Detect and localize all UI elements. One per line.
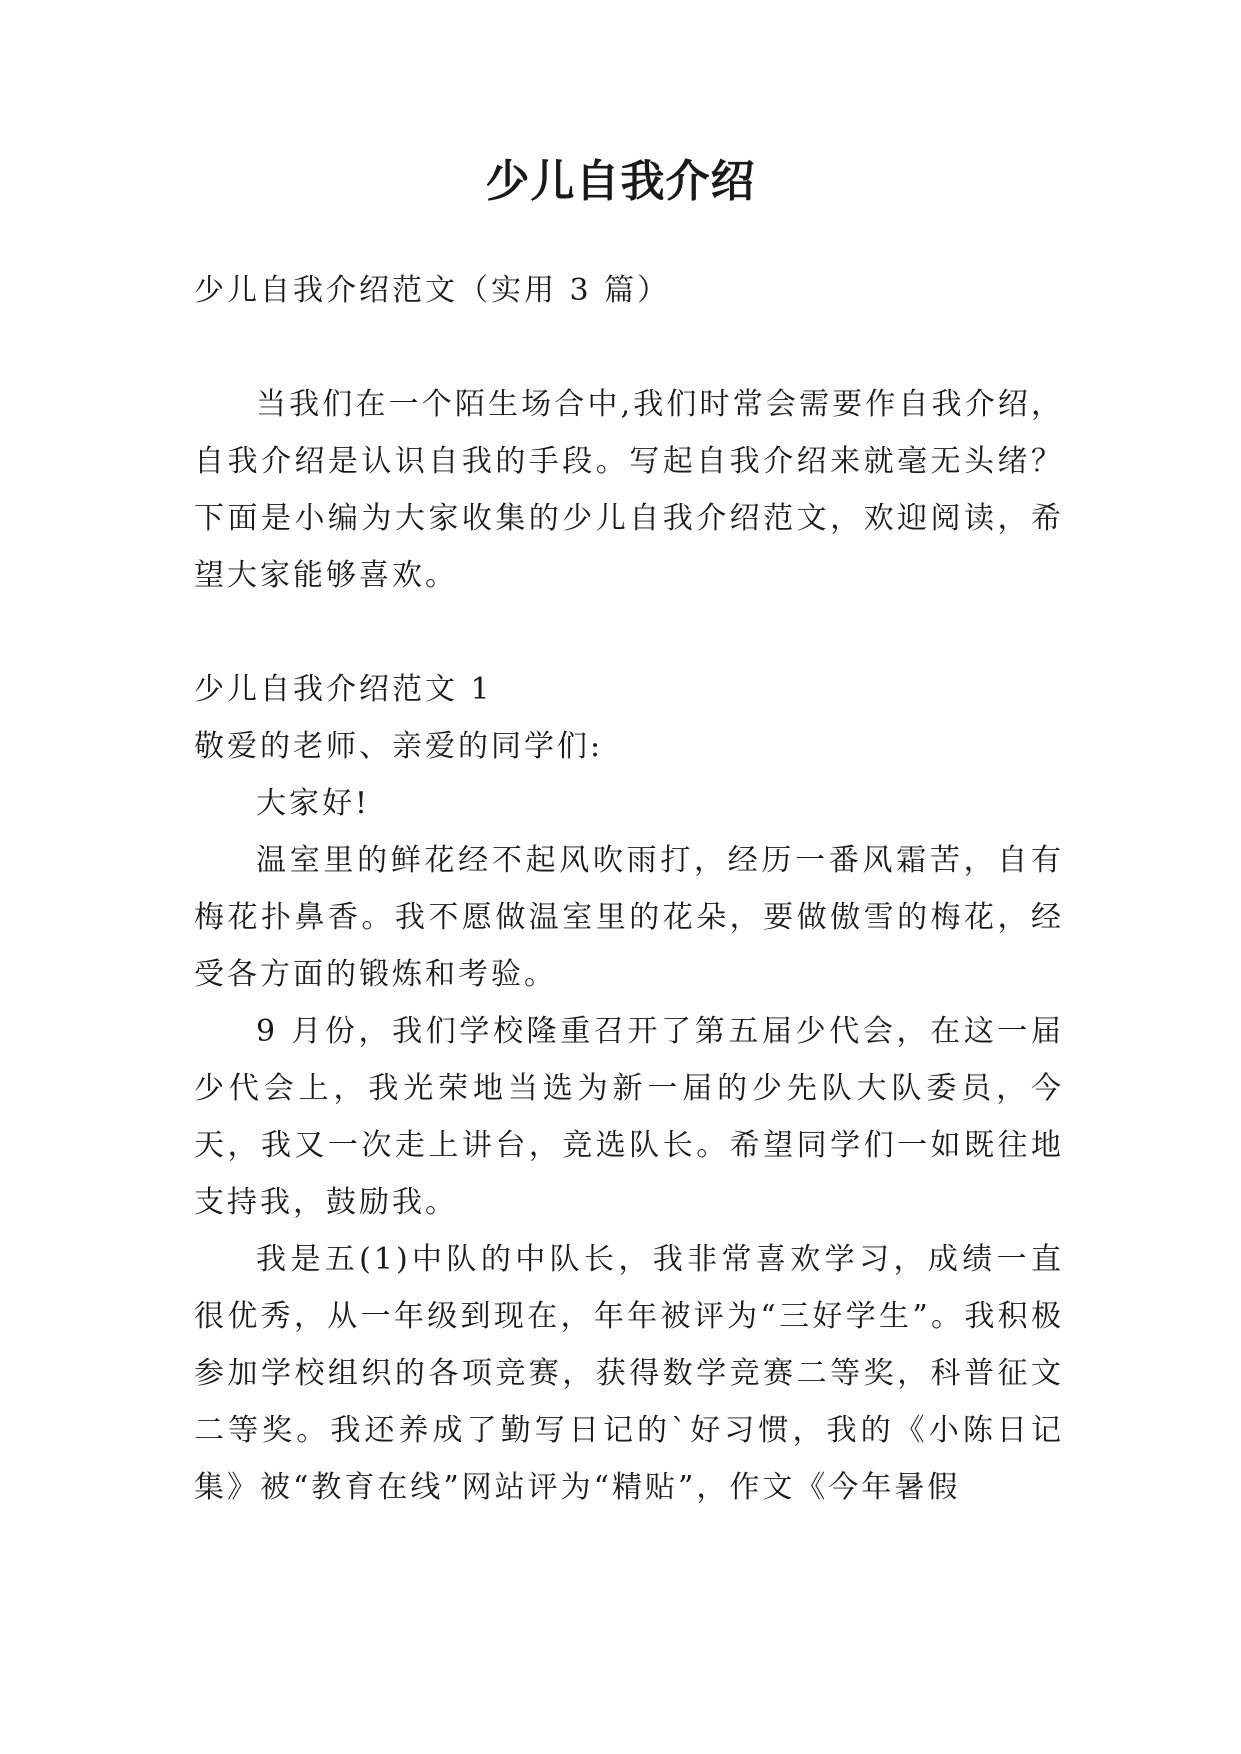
salutation: 敬爱的老师、亲爱的同学们:: [194, 729, 604, 764]
document-subtitle: 少儿自我介绍范文（实用 3 篇）: [194, 273, 671, 308]
body-paragraph: 我是五(1)中队的中队长，我非常喜欢学习，成绩一直很优秀，从一年级到现在，年年被评为“三好学生”。我积极参加学校组织的各项竞赛，获得数学竞赛二等奖，科普征文二等奖。我还养成了勤写日记的`好习惯，我的《小陈日记集》被“教育在线”网站评为“精贴”，作文《今年暑假: [194, 1242, 1064, 1505]
greeting: 大家好!: [256, 786, 371, 821]
document-title: 少儿自我介绍: [485, 156, 756, 207]
document-body: [194, 262, 1064, 1516]
body-paragraph: 9 月份，我们学校隆重召开了第五届少代会，在这一届少代会上，我光荣地当选为新一届的少先队大队委员，今天，我又一次走上讲台，竞选队长。希望同学们一如既往地支持我，鼓励我。: [194, 1014, 1064, 1220]
section-heading: 少儿自我介绍范文 1: [194, 672, 493, 707]
intro-paragraph: 当我们在一个陌生场合中,我们时常会需要作自我介绍，自我介绍是认识自我的手段。写起自我介绍来就毫无头绪？下面是小编为大家收集的少儿自我介绍范文，欢迎阅读，希望大家能够喜欢。: [194, 387, 1064, 593]
body-paragraph: 温室里的鲜花经不起风吹雨打，经历一番风霜苦，自有梅花扑鼻香。我不愿做温室里的花朵，要做傲雪的梅花，经受各方面的锻炼和考验。: [194, 843, 1064, 992]
